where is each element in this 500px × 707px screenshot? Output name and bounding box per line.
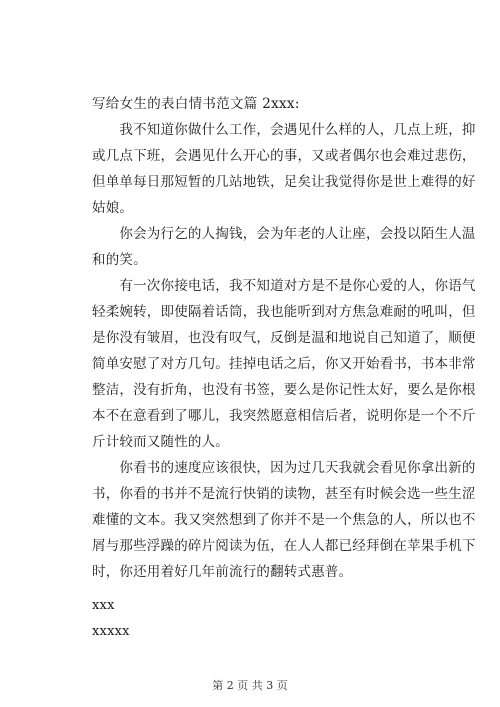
letter-title: 写给女生的表白情书范文篇 2xxx:	[92, 96, 300, 112]
paragraph-2	[92, 221, 476, 273]
text-line: 姑娘。	[92, 200, 134, 216]
text-line: 我不知道你做什么工作，会遇见什么样的人，几点上班，抑	[92, 122, 476, 138]
text-line: 轻柔婉转，即使隔着话筒，我也能听到对方焦急难耐的吼叫，但	[92, 304, 476, 320]
text-line: 但单单每日那短暂的几站地铁，足矣让我觉得你是世上难得的好	[92, 174, 476, 190]
paragraph-1	[92, 117, 476, 221]
paragraph-3	[92, 273, 476, 455]
text-line: 和的笑。	[92, 252, 147, 268]
paragraph-4	[92, 455, 476, 585]
letter-body	[92, 91, 476, 645]
text-line: 斤计较而又随性的人。	[92, 434, 229, 450]
text-line: 是你没有皱眉，也没有叹气，反倒是温和地说自己知道了，顺便	[92, 330, 476, 346]
text-line: 屑与那些浮躁的碎片阅读为伍，在人人都已经拜倒在苹果手机下	[92, 538, 476, 554]
signoff-line: xxx	[92, 598, 115, 613]
text-line: 简单安慰了对方几句。挂掉电话之后，你又开始看书，书本非常	[92, 356, 476, 372]
text-line: 时，你还用着好几年前流行的翻转式惠普。	[92, 564, 353, 580]
text-line: 有一次你接电话，我不知道对方是不是你心爱的人，你语气	[92, 278, 476, 294]
text-line: 本不在意看到了哪儿，我突然愿意相信后者，说明你是一个不斤	[92, 408, 476, 424]
text-line: 整洁，没有折角，也没有书签，要么是你记性太好，要么是你根	[92, 382, 476, 398]
text-line: 你会为行乞的人掏钱，会为年老的人让座，会投以陌生人温	[92, 226, 476, 242]
text-line: 难懂的文本。我又突然想到了你并不是一个焦急的人，所以也不	[92, 512, 476, 528]
text-line: 书，你看的书并不是流行快销的读物，甚至有时候会选一些生涩	[92, 486, 476, 502]
text-line: 你看书的速度应该很快，因为过几天我就会看见你拿出新的	[92, 460, 476, 476]
signoff	[92, 593, 422, 645]
signoff-line: xxxxx	[92, 624, 130, 639]
page-number-footer: 第 2 页 共 3 页	[212, 679, 288, 692]
text-line: 或几点下班，会遇见什么开心的事，又或者偶尔也会难过悲伤，	[92, 148, 476, 164]
